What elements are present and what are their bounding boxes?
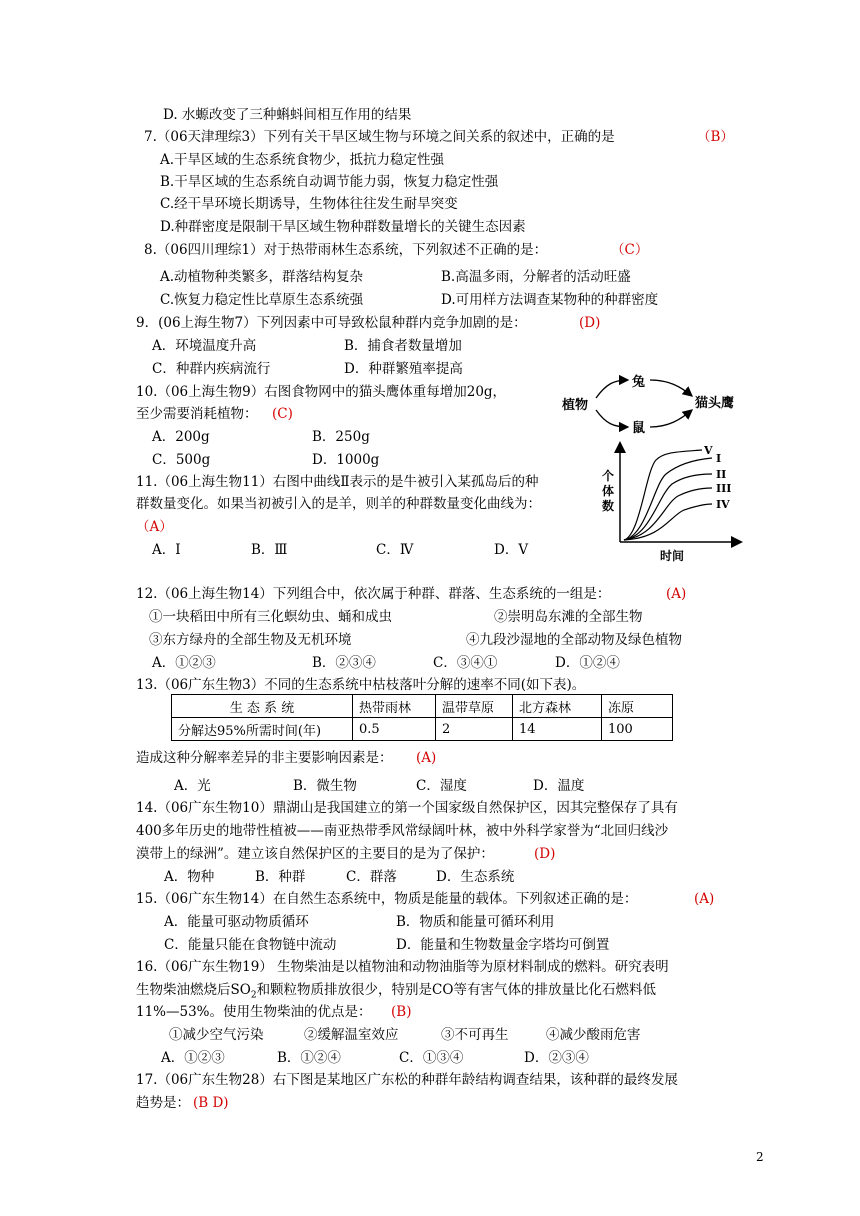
page-number: 2 bbox=[756, 1150, 764, 1164]
q8-option-a: A.动植物种类繁多，群落结构复杂 bbox=[160, 269, 364, 285]
graph-xlabel: 时间 bbox=[660, 549, 685, 563]
curve-iii bbox=[624, 488, 712, 540]
q13-option-d: D．温度 bbox=[533, 778, 585, 794]
food-web-diagram bbox=[558, 370, 758, 440]
q12-answer: (A) bbox=[666, 586, 687, 602]
q16-line3: 11%—53%。使用生物柴油的优点是： bbox=[136, 1004, 372, 1020]
q10-stem-line1: 10.（06上海生物9）右图食物网中的猫头鹰体重每增加20g， bbox=[136, 384, 507, 400]
q11-stem-line1: 11.（06上海生物11）右图中曲线Ⅱ表示的是牛被引入某孤岛后的种 bbox=[136, 474, 539, 490]
q13-option-a: A．光 bbox=[174, 778, 211, 794]
q8-stem: 8.（06四川理综1）对于热带雨林生态系统，下列叙述不正确的是： bbox=[144, 242, 548, 258]
decomposition-table bbox=[171, 694, 673, 741]
q7-option-a: A.干旱区域的生态系统食物少，抵抗力稳定性强 bbox=[160, 152, 445, 168]
food-web-rabbit: 兔 bbox=[632, 375, 646, 390]
q15-option-a: A．能量可驱动物质循环 bbox=[164, 914, 309, 930]
curve-label-iii: III bbox=[716, 482, 732, 495]
q13-stem: 13.（06广东生物3）不同的生态系统中枯枝落叶分解的速率不同(如下表)。 bbox=[136, 677, 586, 693]
q8-option-b: B.高温多雨，分解者的活动旺盛 bbox=[441, 269, 631, 285]
q7-option-c: C.经干旱环境长期诱导，生物体往往发生耐旱突变 bbox=[160, 196, 458, 212]
q11-answer: （A） bbox=[136, 519, 173, 535]
q16-line2 bbox=[136, 981, 656, 1005]
q15-option-c: C．能量只能在食物链中流动 bbox=[164, 937, 337, 953]
q6-option-d: D. 水螈改变了三种蝌蚪间相互作用的结果 bbox=[163, 107, 412, 123]
q15-option-b: B．物质和能量可循环利用 bbox=[396, 914, 555, 930]
q14-option-a: A．物种 bbox=[164, 869, 215, 885]
q16-line2-part2: 和颗粒物质排放很少，特别是CO等有害气体的排放量比化石燃料低 bbox=[256, 982, 656, 998]
q16-option-a: A．①②③ bbox=[161, 1050, 225, 1066]
q10-option-d: D．1000g bbox=[312, 452, 380, 468]
q8-option-d: D.可用样方法调查某物种的种群密度 bbox=[441, 292, 659, 308]
q14-option-d: D．生态系统 bbox=[436, 869, 515, 885]
q7-answer: （B） bbox=[697, 129, 734, 145]
q13-question: 造成这种分解率差异的非主要影响因素是： bbox=[136, 750, 393, 766]
table-header-cell: 冻原 bbox=[602, 695, 673, 718]
q16-option-b: B．①②④ bbox=[277, 1050, 341, 1066]
table-header-cell: 生 态 系 统 bbox=[172, 695, 353, 718]
q10-option-b: B．250g bbox=[312, 429, 370, 445]
q16-line2-part1: 生物柴油燃烧后SO bbox=[136, 982, 251, 998]
q7-stem: 7.（06天津理综3）下列有关干旱区域生物与环境之间关系的叙述中，正确的是 bbox=[144, 129, 615, 145]
food-web-plant: 植物 bbox=[562, 398, 589, 413]
q12-option-c: C．③④① bbox=[433, 655, 498, 671]
table-header-cell: 温带草原 bbox=[436, 695, 513, 718]
curve-label-v: V bbox=[704, 444, 713, 457]
table-cell: 100 bbox=[602, 718, 673, 741]
table-cell: 14 bbox=[513, 718, 602, 741]
curve-i bbox=[624, 458, 712, 540]
arrow-mouse-owl bbox=[650, 410, 692, 427]
q16-line2-subscript: 2 bbox=[250, 990, 257, 1001]
q16-item-4: ④减少酸雨危害 bbox=[546, 1027, 641, 1043]
q12-stem: 12.（06上海生物14）下列组合中，依次属于种群、群落、生态系统的一组是： bbox=[136, 586, 611, 602]
q13-option-c: C．湿度 bbox=[416, 778, 467, 794]
q15-stem: 15.（06广东生物14）在自然生态系统中，物质是能量的载体。下列叙述正确的是： bbox=[136, 891, 638, 907]
q16-item-3: ③不可再生 bbox=[441, 1027, 509, 1043]
arrow-rabbit-owl bbox=[650, 380, 692, 396]
q10-option-c: C．500g bbox=[152, 452, 211, 468]
curve-label-iv: IV bbox=[716, 498, 730, 511]
q12-item-2: ②崇明岛东滩的全部生物 bbox=[494, 609, 643, 625]
q12-option-d: D．①②④ bbox=[555, 655, 620, 671]
q9-option-b: B．捕食者数量增加 bbox=[344, 338, 462, 354]
q12-item-1: ①一块稻田中所有三化螟幼虫、蛹和成虫 bbox=[149, 609, 392, 625]
q9-option-d: D．种群繁殖率提高 bbox=[344, 361, 463, 377]
q7-option-b: B.干旱区域的生态系统自动调节能力弱，恢复力稳定性强 bbox=[160, 174, 499, 190]
q16-option-d: D．②③④ bbox=[524, 1050, 589, 1066]
q9-answer: (D) bbox=[579, 315, 601, 331]
q7-option-d: D.种群密度是限制干旱区域生物种群数量增长的关键生态因素 bbox=[160, 219, 526, 235]
q17-answer: (B D) bbox=[193, 1095, 229, 1111]
q11-option-d: D．Ⅴ bbox=[494, 542, 529, 558]
curve-label-ii: II bbox=[716, 468, 727, 481]
q16-answer: (B) bbox=[391, 1004, 412, 1020]
food-web-owl: 猫头鹰 bbox=[695, 396, 735, 411]
arrow-plant-mouse bbox=[596, 410, 628, 427]
q10-option-a: A．200g bbox=[152, 429, 210, 445]
table-cell: 分解达95%所需时间(年) bbox=[172, 718, 353, 741]
arrow-plant-rabbit bbox=[596, 380, 628, 398]
q15-option-d: D．能量和生物数量金字塔均可倒置 bbox=[396, 937, 610, 953]
q14-option-c: C．群落 bbox=[346, 869, 397, 885]
q17-line2: 趋势是： bbox=[136, 1095, 190, 1111]
q9-stem: 9．(06上海生物7）下列因素中可导致松鼠种群内竞争加剧的是： bbox=[136, 315, 527, 331]
q14-line2: 400多年历史的地带性植被——南亚热带季风常绿阔叶林，被中外科学家誉为“北回归线沙 bbox=[136, 823, 669, 839]
q9-option-c: C．种群内疾病流行 bbox=[152, 361, 271, 377]
food-web-mouse: 鼠 bbox=[632, 421, 646, 436]
q13-option-b: B．微生物 bbox=[293, 778, 357, 794]
table-cell: 2 bbox=[436, 718, 513, 741]
q15-answer: (A) bbox=[694, 891, 715, 907]
q13-answer: (A) bbox=[416, 750, 437, 766]
q12-option-a: A．①②③ bbox=[152, 655, 216, 671]
q17-line1: 17.（06广东生物28）右下图是某地区广东松的种群年龄结构调查结果，该种群的最终发展 bbox=[136, 1072, 678, 1088]
q16-item-2: ②缓解温室效应 bbox=[304, 1027, 399, 1043]
q16-item-1: ①减少空气污染 bbox=[169, 1027, 264, 1043]
q12-item-4: ④九段沙湿地的全部动物及绿色植物 bbox=[466, 632, 682, 648]
q11-option-a: A．Ⅰ bbox=[152, 542, 181, 558]
q11-option-c: C．Ⅳ bbox=[376, 542, 414, 558]
q12-option-b: B．②③④ bbox=[312, 655, 376, 671]
q8-option-c: C.恢复力稳定性比草原生态系统强 bbox=[160, 292, 364, 308]
q11-stem-line2: 群数量变化。如果当初被引入的是羊，则羊的种群数量变化曲线为： bbox=[136, 496, 541, 512]
q8-answer: （C） bbox=[611, 242, 649, 258]
table-row bbox=[172, 718, 673, 741]
q16-line1: 16.（06广东生物19） 生物柴油是以植物油和动物油脂等为原材料制成的燃料。研究表明 bbox=[136, 959, 669, 975]
table-header-row bbox=[172, 695, 673, 718]
q9-option-a: A．环境温度升高 bbox=[152, 338, 257, 354]
q12-item-3: ③东方绿舟的全部生物及无机环境 bbox=[149, 632, 352, 648]
q14-option-b: B．种群 bbox=[255, 869, 306, 885]
q16-option-c: C．①③④ bbox=[399, 1050, 464, 1066]
q11-option-b: B．Ⅲ bbox=[251, 542, 288, 558]
table-header-cell: 北方森林 bbox=[513, 695, 602, 718]
curve-label-i: I bbox=[716, 452, 722, 465]
table-cell: 0.5 bbox=[353, 718, 436, 741]
q14-answer: (D) bbox=[534, 846, 556, 862]
q10-answer: (C) bbox=[272, 406, 293, 422]
population-curves-graph bbox=[600, 440, 745, 565]
q14-line3: 漠带上的绿洲”。建立该自然保护区的主要目的是为了保护： bbox=[136, 846, 494, 862]
q14-line1: 14.（06广东生物10）鼎湖山是我国建立的第一个国家级自然保护区，因其完整保存了具有 bbox=[136, 800, 678, 816]
graph-ylabel: 个体数 bbox=[602, 469, 615, 513]
q10-stem-line2: 至少需要消耗植物： bbox=[136, 406, 258, 422]
table-header-cell: 热带雨林 bbox=[353, 695, 436, 718]
